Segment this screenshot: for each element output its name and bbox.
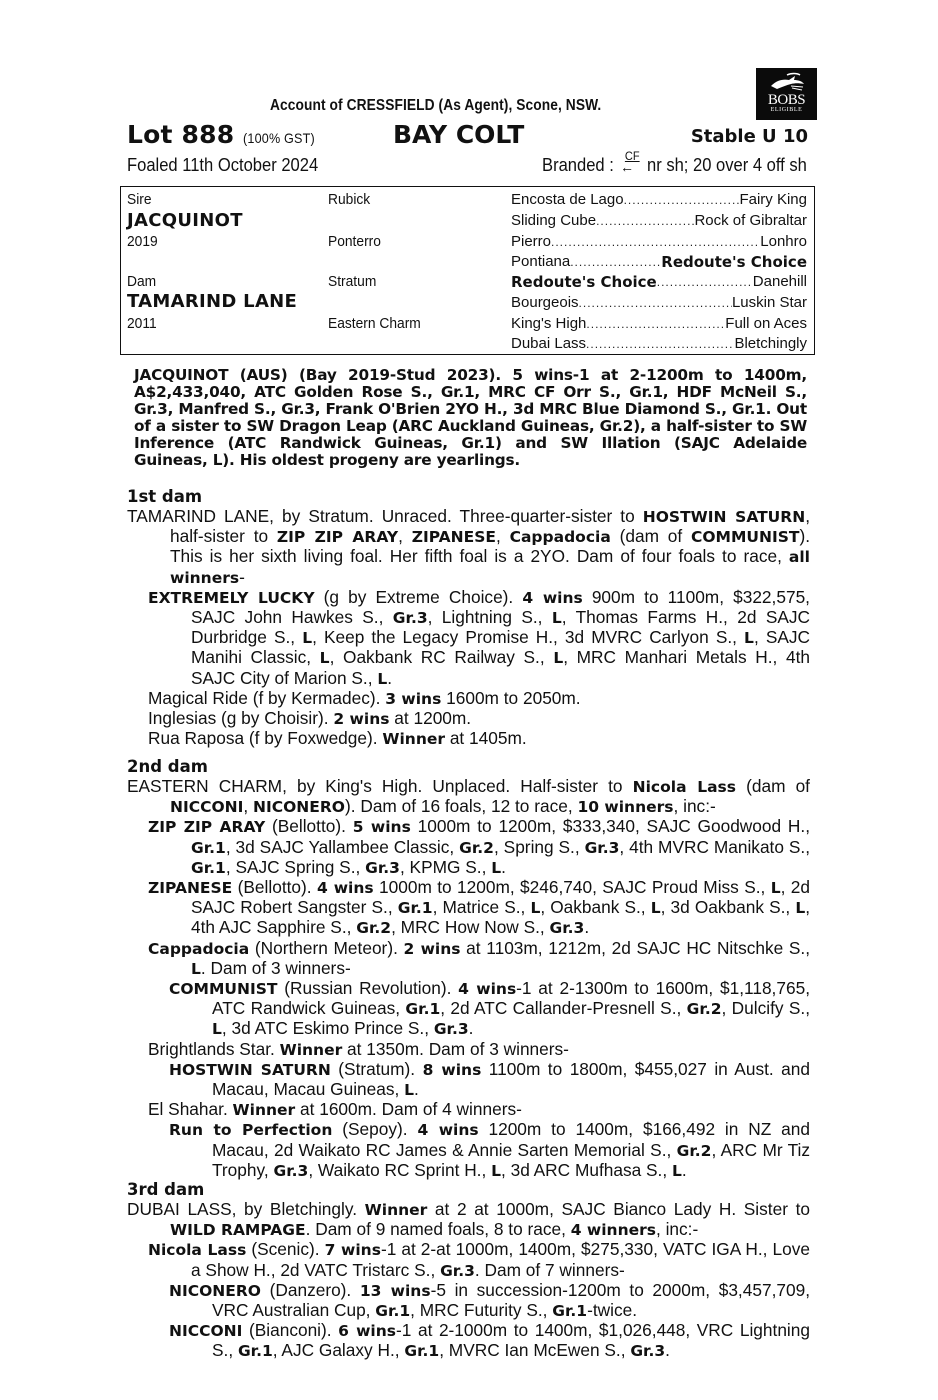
bold-text: L (744, 629, 754, 648)
section-body (127, 507, 810, 749)
bold-text: 2 wins (333, 710, 390, 729)
bold-text: Winner (382, 730, 446, 749)
ped-right: Danehill (752, 273, 807, 290)
dam-name: TAMARIND LANE (127, 291, 298, 312)
text: . (681, 1159, 687, 1180)
brand-arrow-icon: ← (620, 159, 635, 176)
ped-right: Bletchingly (734, 335, 807, 352)
text: , (398, 526, 412, 547)
text: (Danzero). (260, 1279, 360, 1300)
text: , half-sister to (170, 506, 810, 547)
bold-text: Run to Perfection (169, 1121, 333, 1140)
pedigree-paragraph (127, 507, 810, 588)
section-1st-dam (127, 487, 810, 749)
text: Inglesias (g by Choisir). (148, 708, 334, 729)
ped-left: Pierro (511, 233, 552, 250)
bold-text: Gr.2 (686, 1000, 722, 1019)
bold-text: L (404, 1081, 415, 1100)
text: , (495, 526, 510, 547)
ped-right: Luskin Star (731, 294, 807, 311)
text: EASTERN CHARM, by King's High. Unplaced. Half-sister to (127, 776, 633, 796)
bold-text: Gr.1 (405, 1000, 441, 1019)
text: (dam of (610, 526, 691, 547)
ped-gen3-row (511, 232, 807, 252)
sire-summary: JACQUINOT (AUS) (Bay 2019-Stud 2023). 5 wins-1 at 2-1200m to 1400m, A$2,433,040, ATC Golden Rose S., Gr.1, MRC CF Orr S., Gr.1, HDF McNeil S., Gr.3, Manfred S., Gr.3, Frank O'Brien 2YO H., 3d MRC Blue Diamond S., Gr.1. Out of a sister to SW Dragon Leap (ARC Auckland Guineas, Gr.2), a half-sister to SW Inference (ATC Randwick Guineas, Gr.1) and SW Illation (SAJC Adelaide Guineas, L). His oldest progeny are yearlings. (134, 366, 807, 469)
text: , 3d Oakbank S., (660, 897, 796, 918)
lot-header (127, 120, 810, 150)
text: DUBAI LASS, by Bletchingly. (127, 1199, 365, 1219)
leader-dots (586, 314, 725, 334)
bold-text: HOSTWIN SATURN (169, 1060, 331, 1079)
bold-text: 4 wins (417, 1121, 479, 1140)
text: TAMARIND LANE, by Stratum. Unraced. Three-quarter-sister to (127, 506, 643, 526)
text: (g by Extreme Choice). (314, 586, 523, 607)
bold-text: 4 wins (458, 980, 517, 999)
pedigree-paragraph (127, 1240, 810, 1280)
pedigree-paragraph (127, 878, 810, 939)
dam-label: Dam (127, 273, 157, 290)
bold-text: Gr.1 (552, 1302, 588, 1321)
text: 1600m to 2050m. (441, 687, 581, 708)
ped-left: Redoute's Choice (511, 273, 657, 291)
foaled-date: Foaled 11th October 2024 (127, 155, 319, 175)
ped-left: Pontiana (511, 253, 571, 270)
bold-text: L (491, 1161, 501, 1180)
bold-text: Winner (279, 1040, 343, 1059)
text: , SAJC Spring S., (225, 856, 366, 877)
sire-label: Sire (127, 191, 152, 208)
text: . (387, 667, 393, 688)
bold-text: Gr.3 (433, 1020, 469, 1039)
text: , inc:- (655, 1219, 699, 1240)
text: , 3d SAJC Yallambee Classic, (225, 836, 460, 857)
sire-year: 2019 (127, 233, 158, 250)
text: (Stratum). (330, 1058, 423, 1079)
text: at 1600m. Dam of 4 winners- (295, 1099, 522, 1120)
text: 1000m to 1200m, $246,740, SAJC Proud Miss S., (373, 877, 771, 898)
stable-location: Stable U 10 (690, 126, 808, 147)
text: , 3d ARC Mufhasa S., (500, 1159, 672, 1180)
text: , MRC How Now S., (391, 917, 550, 938)
text: , AJC Galaxy H., (272, 1340, 405, 1361)
ped-gen3-row (511, 190, 807, 210)
text: , 4th AJC Sapphire S., (191, 897, 811, 938)
bold-text: L (530, 899, 541, 918)
bold-text: L (770, 879, 781, 898)
ped-left: Sliding Cube (511, 212, 597, 229)
bold-text: Nicola Lass (148, 1241, 247, 1260)
bold-text: 8 wins (422, 1060, 482, 1079)
ped-right: Fairy King (739, 191, 807, 208)
bold-text: Winner (232, 1101, 296, 1120)
pedigree-paragraph (127, 1321, 810, 1361)
bold-text: Gr.3 (392, 609, 428, 628)
dam-year: 2011 (127, 315, 157, 332)
logo-eligible-text: ELIGIBLE (770, 107, 803, 113)
text: -1 at 2-1300m to 1600m, $1,118,765, ATC Randwick Guineas, (212, 978, 810, 1019)
text: at 2 at 1000m, SAJC Bianco Lady H. Sister to (427, 1199, 810, 1219)
ped-right: Lonhro (760, 233, 807, 250)
bold-text: 2 wins (403, 939, 461, 958)
section-body (127, 777, 810, 1181)
pedigree-paragraph (127, 939, 810, 979)
bold-text: L (671, 1161, 682, 1180)
section-heading: 2nd dam (127, 757, 208, 776)
leader-dots (570, 252, 661, 272)
brand-mark-letters: CF (625, 149, 640, 163)
text: , Oakbank S., (540, 897, 651, 918)
bobs-eligible-logo (756, 68, 817, 120)
text: 1000m to 1200m, $333,340, SAJC Goodwood H., (410, 816, 810, 837)
ped-gen3-row (511, 334, 807, 354)
bold-text: Gr.3 (630, 1342, 666, 1361)
ped-left: Encosta de Lago (511, 191, 624, 208)
bold-text: EXTREMELY LUCKY (148, 588, 315, 607)
leader-dots (596, 211, 694, 231)
horse-head-icon (767, 72, 807, 92)
text: , MRC Futurity S., (410, 1300, 553, 1321)
text: (dam of (736, 776, 810, 796)
text: , Dulcify S., (721, 998, 811, 1019)
ped-left: King's High (511, 315, 587, 332)
bold-text: WILD RAMPAGE (170, 1221, 306, 1240)
vendor-account: Account of CRESSFIELD (As Agent), Scone, NSW. (270, 97, 602, 114)
text: , Oakbank RC Railway S., (329, 647, 554, 668)
bold-text: NICONERO (253, 798, 345, 817)
bold-text: Gr.1 (375, 1302, 411, 1321)
text: , Spring S., (493, 836, 585, 857)
ped-gen3-row (511, 252, 807, 272)
text: - (239, 566, 245, 587)
pedigree-paragraph (127, 1120, 810, 1181)
sire-dam: Ponterro (328, 233, 381, 250)
leader-dots (657, 272, 753, 292)
dam-sire: Stratum (328, 273, 377, 290)
text: , Thomas Farms H., 2d SAJC Durbridge S., (191, 607, 811, 648)
text: at 1103m, 1212m, 2d SAJC HC Nitschke S., (460, 937, 811, 958)
text: . Dam of 7 winners- (474, 1259, 625, 1280)
pedigree-paragraph (127, 979, 810, 1040)
text: , MRC Manhari Metals H., 4th SAJC City of Marion S., (191, 647, 810, 688)
bold-text: all winners (170, 548, 810, 587)
pedigree-paragraph (127, 729, 810, 749)
bold-text: Gr.3 (584, 838, 620, 857)
text: (Bianconi). (242, 1320, 339, 1341)
text: 900m to 1100m, $322,575, SAJC John Hawkes S., (191, 586, 810, 628)
logo-bobs-text: BOBS (767, 92, 806, 108)
bold-text: NICCONI (169, 1322, 243, 1341)
leader-dots (551, 232, 760, 252)
pedigree-paragraph (127, 1040, 810, 1060)
bold-text: 10 winners (577, 798, 674, 817)
text: Rua Raposa (f by Foxwedge). (148, 728, 383, 749)
bold-text: ZIPANESE (148, 879, 233, 898)
bold-text: 5 wins (352, 818, 411, 837)
text: (Bellotto). (265, 816, 353, 837)
bold-text: Gr.1 (397, 899, 433, 918)
lot-number (127, 120, 323, 149)
bold-text: Gr.1 (237, 1342, 273, 1361)
text: . Dam of 9 named foals, 8 to race, (305, 1219, 571, 1240)
bold-text: HOSTWIN SATURN (642, 508, 806, 526)
bold-text: L (795, 899, 806, 918)
leader-dots (579, 293, 732, 313)
text: , ARC Mr Tiz Trophy, (212, 1139, 810, 1180)
text: , Matrice S., (432, 897, 531, 918)
pedigree-paragraph (127, 777, 810, 817)
bold-text: L (319, 649, 330, 668)
text: ). Dam of 16 foals, 12 to race, (344, 796, 578, 817)
text: . (665, 1340, 670, 1361)
lot-title: BAY COLT (393, 120, 525, 149)
ped-gen3-row (511, 314, 807, 334)
lot-label: Lot 888 (127, 120, 235, 149)
ped-right: Rock of Gibraltar (694, 212, 807, 229)
ped-right: Redoute's Choice (661, 253, 807, 271)
text: . (501, 856, 506, 877)
pedigree-paragraph (127, 817, 810, 878)
bold-text: L (491, 858, 502, 877)
branded-suffix: nr sh; 20 over 4 off sh (647, 155, 807, 175)
bold-text: 4 wins (316, 879, 374, 898)
text: . (584, 917, 590, 938)
text: , SAJC Manihi Classic, (191, 627, 810, 668)
bold-text: Winner (364, 1201, 428, 1219)
pedigree-paragraph (127, 1060, 810, 1100)
ped-gen3-row (511, 211, 807, 231)
bold-text: COMMUNIST (690, 528, 800, 547)
bold-text: 4 winners (570, 1221, 656, 1240)
bold-text: Gr.3 (440, 1261, 475, 1280)
text: Magical Ride (f by Kermadec). (148, 687, 386, 708)
bold-text: 7 wins (324, 1241, 381, 1260)
text: , 2d SAJC Robert Sangster S., (191, 877, 810, 918)
bold-text: Gr.3 (549, 919, 585, 938)
text: Brightlands Star. (148, 1038, 280, 1059)
bold-text: ZIP ZIP ARAY (148, 818, 266, 837)
bold-text: Gr.2 (459, 838, 494, 857)
text: . (468, 1018, 474, 1039)
pedigree-paragraph (127, 1100, 810, 1120)
bold-text: ZIPANESE (411, 528, 496, 547)
bold-text: 4 wins (522, 588, 583, 607)
bold-text: L (377, 669, 388, 688)
text: ). This is her sixth living foal. Her fifth foal is a 2YO. Dam of four foals to race, (170, 526, 811, 567)
text: , MVRC Ian McEwen S., (439, 1340, 631, 1361)
pedigree-paragraph (127, 1200, 810, 1240)
branded-prefix: Branded : (542, 155, 614, 175)
sire-name: JACQUINOT (127, 210, 243, 231)
text: , (243, 796, 254, 817)
brand-mark-icon (620, 149, 640, 176)
dam-dam: Eastern Charm (328, 315, 421, 332)
text: (Scenic). (246, 1239, 325, 1260)
section-heading: 3rd dam (127, 1180, 205, 1199)
section-3rd-dam (127, 1180, 810, 1362)
bold-text: Gr.1 (404, 1342, 440, 1361)
text: , KPMG S., (399, 856, 492, 877)
bold-text: Gr.2 (676, 1141, 712, 1160)
text: -twice. (587, 1300, 638, 1321)
text: -1 at 2-1000m to 1400m, $1,026,448, VRC Lightning S., (212, 1320, 810, 1361)
text: , 2d ATC Callander-Presnell S., (440, 998, 687, 1019)
ped-left: Dubai Lass (511, 335, 587, 352)
pedigree-paragraph (127, 689, 810, 709)
text: at 1200m. (389, 708, 472, 729)
text: 1200m to 1400m, $166,492 in NZ and Macau, 2d Waikato RC James & Annie Sarten Memorial S., (212, 1119, 810, 1160)
ped-gen3-row (511, 272, 807, 292)
text: , Waikato RC Sprint H., (308, 1159, 492, 1180)
text: . (414, 1079, 419, 1100)
bold-text: L (212, 1020, 222, 1039)
text: El Shahar. (148, 1099, 233, 1120)
pedigree-paragraph (127, 588, 810, 689)
pedigree-paragraph (127, 1281, 810, 1321)
section-heading: 1st dam (127, 487, 203, 506)
pedigree-paragraph (127, 709, 810, 729)
text: , 4th MVRC Manikato S., (619, 836, 810, 857)
pedigree-table (120, 186, 815, 355)
text: (Russian Revolution). (277, 978, 459, 999)
ped-left: Bourgeois (511, 294, 579, 311)
bold-text: Nicola Lass (632, 778, 737, 796)
bold-text: Gr.1 (191, 838, 226, 857)
bold-text: ZIP ZIP ARAY (276, 528, 399, 547)
bold-text: L (191, 959, 201, 978)
ped-gen3-row (511, 293, 807, 313)
text: (Bellotto). (232, 877, 317, 898)
bold-text: 13 wins (359, 1281, 431, 1300)
text: . Dam of 3 winners- (200, 957, 351, 978)
bold-text: L (302, 629, 313, 648)
text: , Keep the Legacy Promise H., 3d MVRC Carlyon S., (312, 627, 745, 648)
leader-dots (586, 334, 734, 354)
gst-note: (100% GST) (243, 130, 316, 146)
text: (Sepoy). (332, 1119, 418, 1140)
bold-text: L (551, 609, 562, 628)
branded-info (542, 149, 807, 176)
bold-text: Gr.1 (191, 858, 226, 877)
bold-text: Gr.2 (356, 919, 392, 938)
text: , Lightning S., (427, 607, 552, 628)
text: , inc:- (673, 796, 716, 817)
section-body (127, 1200, 810, 1362)
text: 1100m to 1800m, $455,027 in Aust. and Macau, Macau Guineas, (212, 1058, 810, 1100)
text: (Northern Meteor). (249, 937, 404, 958)
text: at 1405m. (445, 728, 527, 749)
text: -5 in succession-1200m to 2000m, $3,457,709, VRC Australian Cup, (212, 1279, 811, 1321)
text: -1 at 2-at 1000m, 1400m, $275,330, VATC IGA H., Love a Show H., 2d VATC Tristarc S., (191, 1239, 810, 1280)
bold-text: 3 wins (385, 689, 442, 708)
bold-text: NICCONI (170, 798, 244, 817)
bold-text: Gr.3 (273, 1161, 309, 1180)
text: at 1350m. Dam of 3 winners- (342, 1038, 569, 1059)
bold-text: Cappadocia (148, 939, 250, 958)
sire-sire: Rubick (328, 191, 371, 208)
bold-text: Cappadocia (509, 528, 611, 547)
text: , 3d ATC Eskimo Prince S., (221, 1018, 434, 1039)
bold-text: 6 wins (338, 1322, 397, 1341)
bold-text: L (650, 899, 661, 918)
section-2nd-dam (127, 757, 810, 1181)
bold-text: Gr.3 (365, 858, 400, 877)
bold-text: L (553, 649, 564, 668)
ped-right: Full on Aces (725, 315, 807, 332)
leader-dots (624, 190, 740, 210)
bold-text: COMMUNIST (169, 980, 278, 999)
bold-text: NICONERO (169, 1281, 261, 1300)
